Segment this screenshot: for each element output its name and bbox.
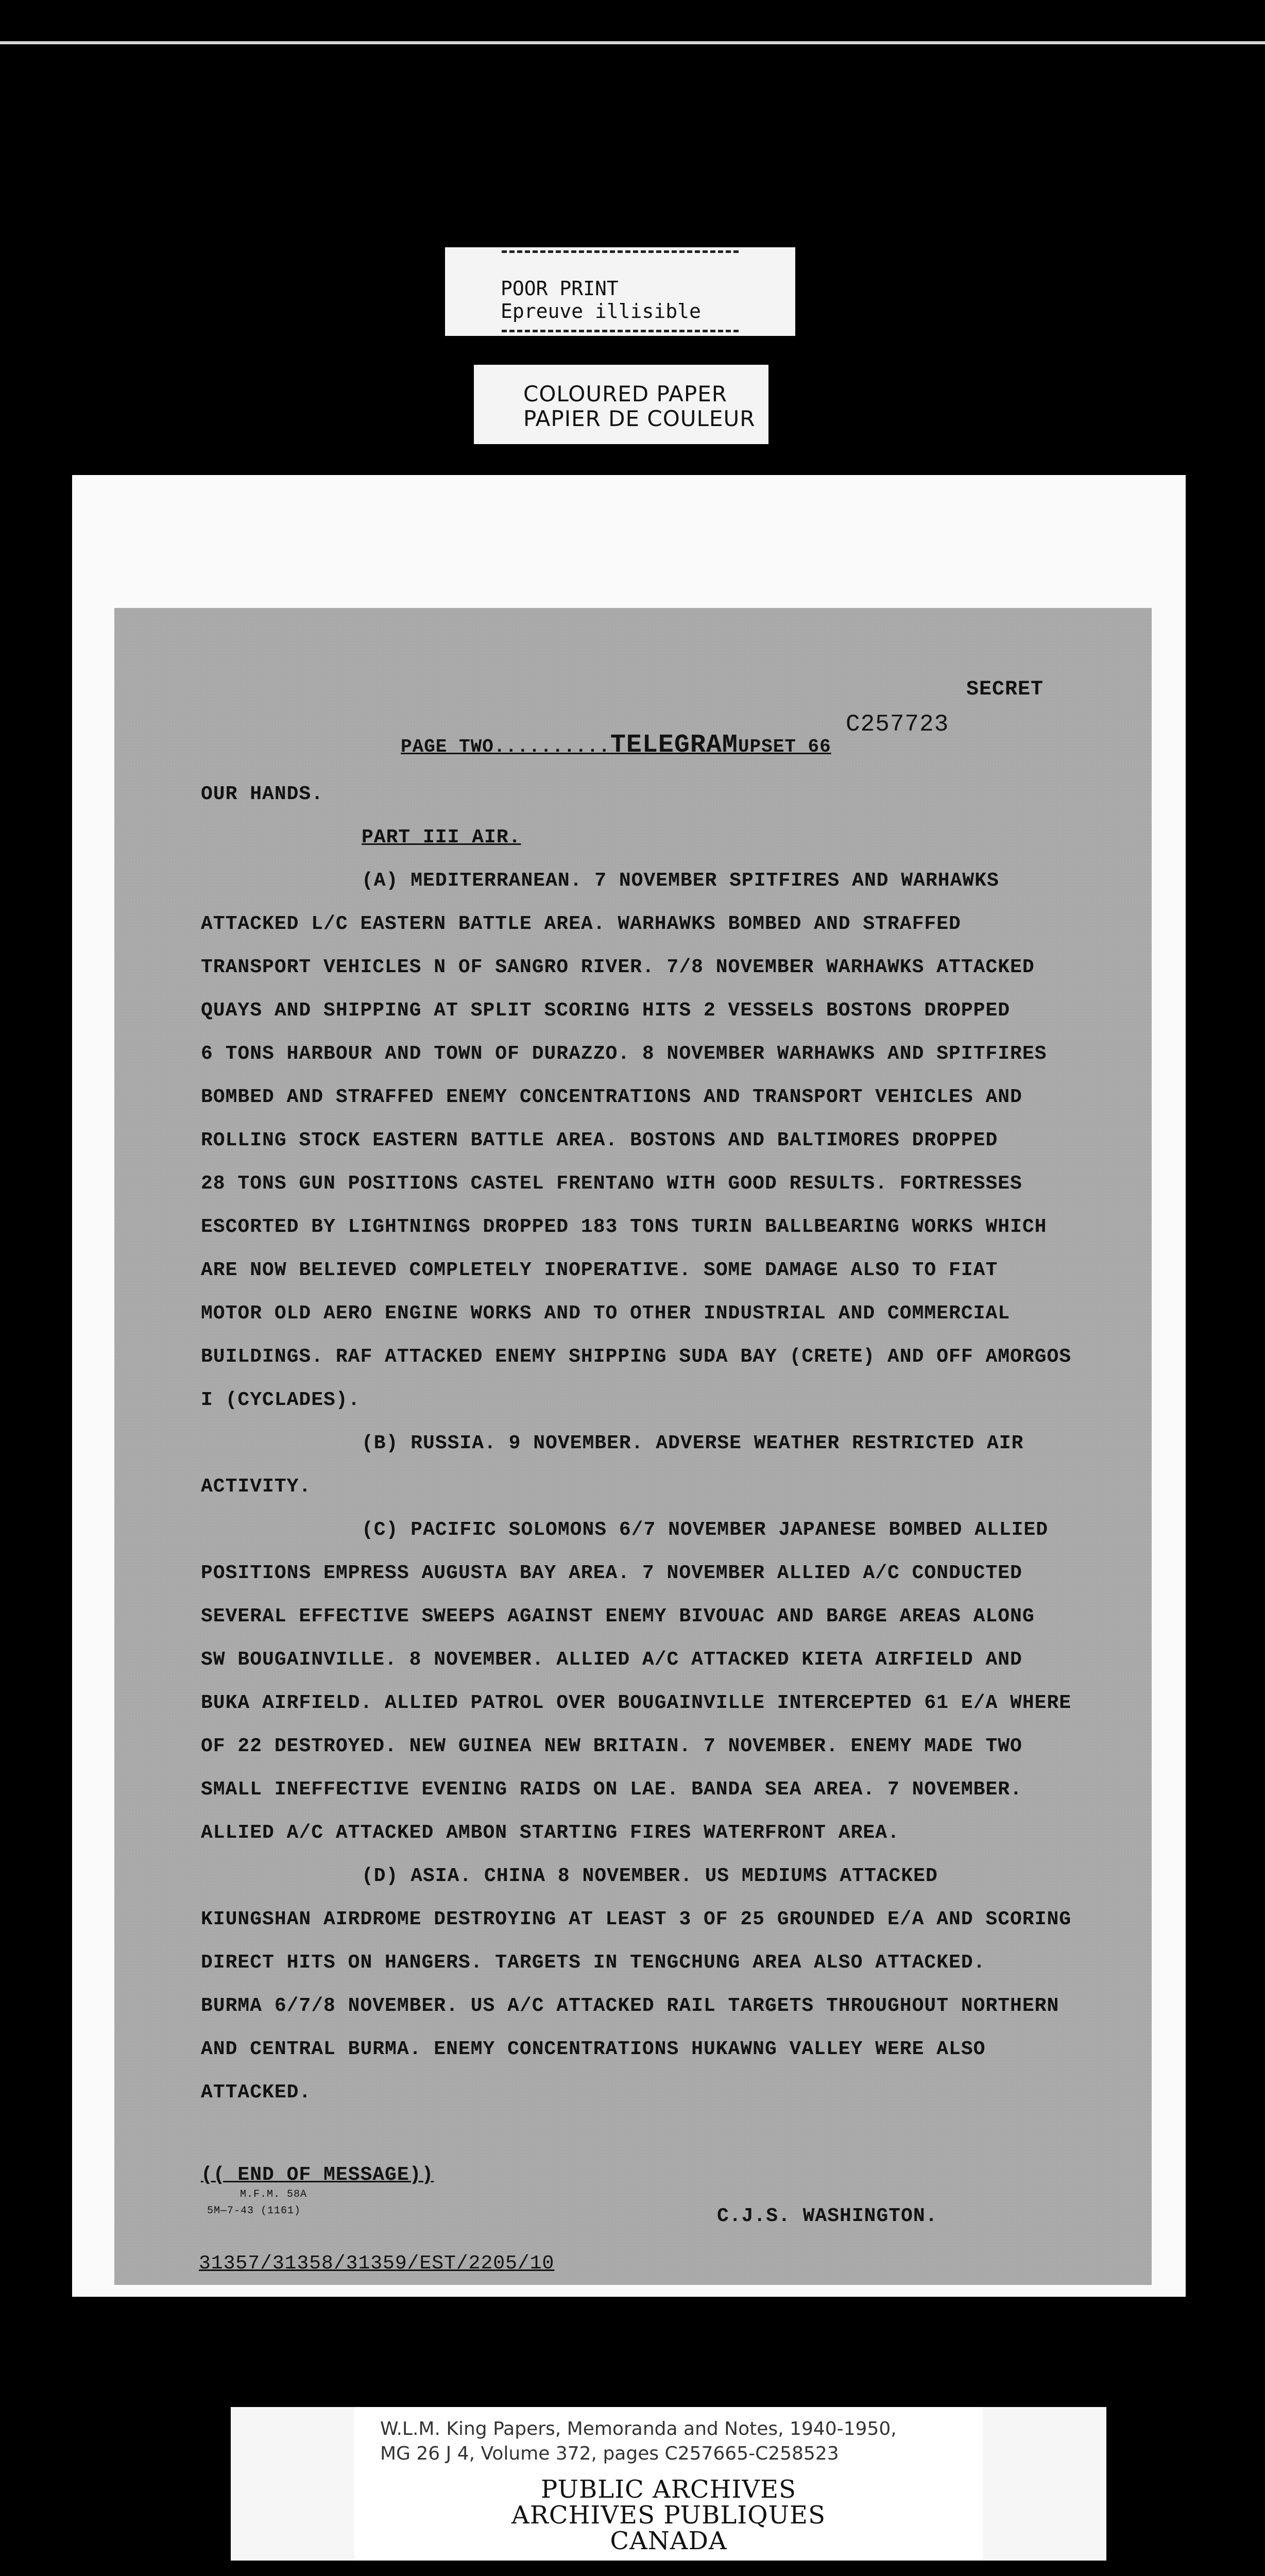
archive-number: C257723 [846, 711, 949, 738]
institution-name-fr: ARCHIVES PUBLIQUES [511, 2501, 826, 2530]
body-line: OUR HANDS. [201, 783, 324, 805]
page-label: PAGE TWO.......... [401, 736, 610, 757]
body-line: AND CENTRAL BURMA. ENEMY CONCENTRATIONS HUKAWNG VALLEY WERE ALSO [201, 2038, 986, 2060]
poor-print-stamp [445, 247, 795, 336]
institution-country: CANADA [610, 2527, 727, 2555]
body-line: ROLLING STOCK EASTERN BATTLE AREA. BOSTONS AND BALTIMORES DROPPED [201, 1129, 998, 1151]
body-line: BUKA AIRFIELD. ALLIED PATROL OVER BOUGAINVILLE INTERCEPTED 61 E/A WHERE [201, 1692, 1072, 1714]
body-line: QUAYS AND SHIPPING AT SPLIT SCORING HITS 2 VESSELS BOSTONS DROPPED [201, 999, 1011, 1022]
body-line: (D) ASIA. CHINA 8 NOVEMBER. US MEDIUMS ATTACKED [362, 1865, 938, 1887]
telegram-sheet [114, 608, 1152, 2285]
body-line: SW BOUGAINVILLE. 8 NOVEMBER. ALLIED A/C ATTACKED KIETA AIRFIELD AND [201, 1649, 1022, 1671]
poor-print-label-fr: Epreuve illisible [501, 300, 701, 323]
body-line: DIRECT HITS ON HANGERS. TARGETS IN TENGCHUNG AREA ALSO ATTACKED. [201, 1952, 986, 1974]
body-line: 28 TONS GUN POSITIONS CASTEL FRENTANO WITH GOOD RESULTS. FORTRESSES [201, 1173, 1022, 1195]
body-line: BOMBED AND STRAFFED ENEMY CONCENTRATIONS AND TRANSPORT VEHICLES AND [201, 1086, 1022, 1108]
body-line: SMALL INEFFECTIVE EVENING RAIDS ON LAE. BANDA SEA AREA. 7 NOVEMBER. [201, 1778, 1022, 1801]
body-line: POSITIONS EMPRESS AUGUSTA BAY AREA. 7 NOVEMBER ALLIED A/C CONDUCTED [201, 1562, 1022, 1584]
coloured-paper-label: COLOURED PAPER [523, 381, 727, 406]
poor-print-label: POOR PRINT [501, 277, 619, 300]
top-film-edge [0, 41, 1265, 44]
reference-numbers: 31357/31358/31359/EST/2205/10 [199, 2252, 555, 2275]
section-heading: PART III AIR. [362, 826, 521, 849]
body-line: (C) PACIFIC SOLOMONS 6/7 NOVEMBER JAPANESE BOMBED ALLIED [362, 1519, 1049, 1541]
form-code: M.F.M. 58A [240, 2189, 307, 2200]
body-line: 6 TONS HARBOUR AND TOWN OF DURAZZO. 8 NOVEMBER WARHAWKS AND SPITFIRES [201, 1043, 1047, 1065]
signature: C.J.S. WASHINGTON. [717, 2205, 938, 2227]
dash-line-bottom [502, 330, 739, 332]
telegram-title: TELEGRAM [610, 731, 738, 760]
body-line: ALLIED A/C ATTACKED AMBON STARTING FIRES WATERFRONT AREA. [201, 1822, 900, 1844]
archive-reference-line-1: W.L.M. King Papers, Memoranda and Notes, 1940-1950, [380, 2418, 897, 2439]
institution-name-en: PUBLIC ARCHIVES [541, 2475, 796, 2504]
classification-label: SECRET [966, 678, 1044, 701]
body-line: BUILDINGS. RAF ATTACKED ENEMY SHIPPING SUDA BAY (CRETE) AND OFF AMORGOS [201, 1346, 1072, 1368]
print-code: 5M—7-43 (1161) [207, 2205, 301, 2217]
dash-line-top [502, 250, 739, 253]
body-line: KIUNGSHAN AIRDROME DESTROYING AT LEAST 3 OF 25 GROUNDED E/A AND SCORING [201, 1908, 1072, 1930]
body-line: ATTACKED. [201, 2081, 312, 2104]
telegram-header [401, 731, 831, 760]
body-line: ACTIVITY. [201, 1476, 312, 1498]
header-suffix: UPSET 66 [738, 736, 831, 757]
body-line: ARE NOW BELIEVED COMPLETELY INOPERATIVE. SOME DAMAGE ALSO TO FIAT [201, 1259, 998, 1281]
body-line: (A) MEDITERRANEAN. 7 NOVEMBER SPITFIRES AND WARHAWKS [362, 870, 999, 892]
body-line: BURMA 6/7/8 NOVEMBER. US A/C ATTACKED RAIL TARGETS THROUGHOUT NORTHERN [201, 1995, 1059, 2017]
body-line: OF 22 DESTROYED. NEW GUINEA NEW BRITAIN. 7 NOVEMBER. ENEMY MADE TWO [201, 1735, 1022, 1757]
body-line: SEVERAL EFFECTIVE SWEEPS AGAINST ENEMY BIVOUAC AND BARGE AREAS ALONG [201, 1605, 1035, 1628]
body-line: (B) RUSSIA. 9 NOVEMBER. ADVERSE WEATHER RESTRICTED AIR [362, 1432, 1024, 1454]
body-line: MOTOR OLD AERO ENGINE WORKS AND TO OTHER INDUSTRIAL AND COMMERCIAL [201, 1302, 1011, 1325]
body-line: ESCORTED BY LIGHTNINGS DROPPED 183 TONS TURIN BALLBEARING WORKS WHICH [201, 1216, 1047, 1238]
archive-label [231, 2407, 1106, 2561]
coloured-paper-stamp [474, 365, 768, 444]
body-line: ATTACKED L/C EASTERN BATTLE AREA. WARHAWKS BOMBED AND STRAFFED [201, 913, 961, 935]
coloured-paper-label-fr: PAPIER DE COULEUR [523, 406, 756, 431]
body-line: TRANSPORT VEHICLES N OF SANGRO RIVER. 7/8 NOVEMBER WARHAWKS ATTACKED [201, 956, 1035, 978]
end-of-message: (( END OF MESSAGE)) [201, 2164, 434, 2186]
body-line: I (CYCLADES). [201, 1389, 361, 1411]
archive-reference-line-2: MG 26 J 4, Volume 372, pages C257665-C258523 [380, 2443, 839, 2464]
